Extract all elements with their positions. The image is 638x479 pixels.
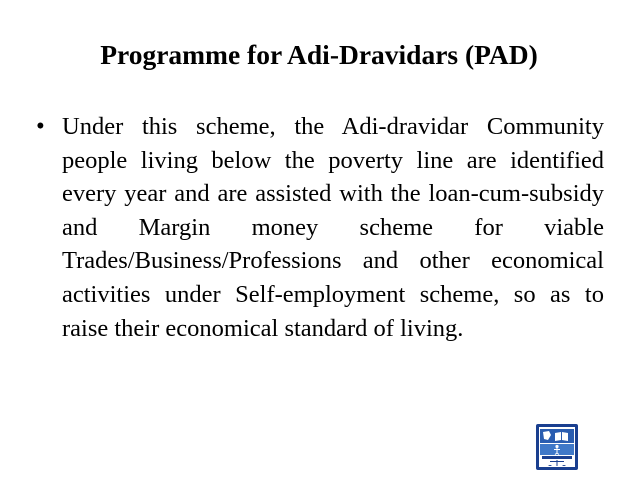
- emblem-logo-icon: [535, 423, 579, 471]
- bullet-text: Under this scheme, the Adi-dravidar Community people living below the poverty line are identified every year and are assisted with the loan-cum-subsidy and Margin money scheme for viable Trades/Business/Professions and other economical activities under Self-employment scheme, so as to raise their economical standard of living.: [62, 113, 604, 342]
- bullet-icon: •: [36, 113, 45, 140]
- bullet-item: [36, 110, 604, 345]
- slide-title: Programme for Adi-Dravidars (PAD): [100, 39, 538, 70]
